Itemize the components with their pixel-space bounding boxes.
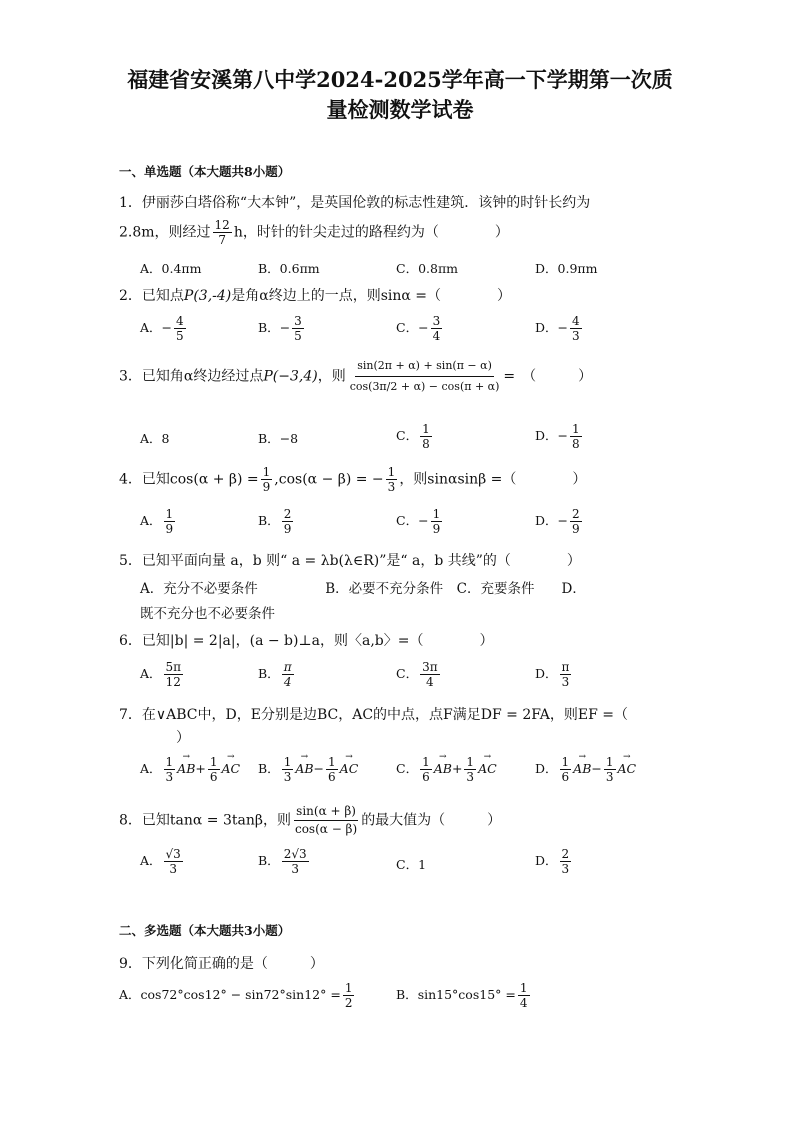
- q2-c-label: C．: [396, 320, 419, 335]
- q3-fraction: [348, 356, 502, 397]
- q3-post: = （ ）: [503, 368, 593, 385]
- q2-a-den: 5: [176, 329, 184, 343]
- q8-stem: [119, 803, 501, 838]
- q3-point: P(−3,4): [263, 368, 318, 385]
- q4-mid: ,cos(α − β) = −: [274, 471, 384, 488]
- q9-b-num: 1: [519, 981, 528, 995]
- q4-c-label: C．: [396, 513, 419, 528]
- q5-options-line2: 既不充分也不必要条件: [140, 606, 275, 622]
- q2-c-den: 4: [432, 329, 441, 343]
- q7-b-vec-ab: → AB: [295, 761, 313, 776]
- q4-option-d: [535, 507, 584, 536]
- q7-stem-line2: ）: [176, 730, 190, 746]
- q7-a-f2-num: 1: [209, 755, 218, 769]
- q6-a-num: 5π: [165, 660, 182, 674]
- q4-a-den: 9: [165, 522, 174, 536]
- q2-pre: 2．已知点: [119, 288, 184, 304]
- q3-stem: [119, 356, 592, 397]
- q7-b-f2: [326, 755, 338, 784]
- q7-option-d: [535, 755, 636, 784]
- q9-b-den: 4: [519, 996, 528, 1010]
- q4-b-label: B．: [258, 513, 280, 528]
- q9-stem: 9．下列化简正确的是（ ）: [119, 956, 324, 972]
- q3-frac-den: cos(3π/2 + α) − cos(π + α): [349, 380, 500, 393]
- q7-b-f1-num: 1: [283, 755, 292, 769]
- q6-c-label: C．: [396, 666, 419, 681]
- q2-a-frac: [174, 314, 186, 343]
- q2-option-d: [535, 314, 584, 343]
- q4-d-sign: −: [557, 513, 569, 528]
- q4-post: ，则sinαsinβ =（ ）: [399, 471, 587, 488]
- q6-b-frac: [282, 660, 294, 689]
- q6-option-a: [140, 660, 185, 689]
- q8-b-label: B．: [258, 853, 280, 868]
- exam-title-line1: 福建省安溪第八中学2024-2025学年高一下学期第一次质: [127, 67, 673, 92]
- q3-b-label: B．: [258, 431, 280, 446]
- q6-option-d: [535, 660, 573, 689]
- q7-b-f2-num: 1: [328, 755, 336, 769]
- q7-c-f2-den: 3: [466, 770, 475, 784]
- q6-c-frac: [420, 660, 440, 689]
- q6-a-den: 12: [165, 675, 181, 689]
- q7-d-f1-num: 1: [561, 755, 570, 769]
- q7-d-f2: [604, 755, 616, 784]
- q4-d-frac: [570, 507, 582, 536]
- q9-b-text: sin15°cos15° =: [417, 987, 516, 1002]
- q9-b-frac: [518, 981, 530, 1010]
- q6-option-c: [396, 660, 442, 689]
- q3-a-text: 8: [161, 431, 170, 446]
- q7-c-f1: [420, 755, 432, 784]
- q1-pre: 2.8m，则经过: [119, 224, 211, 241]
- q2-option-b: [258, 314, 306, 343]
- q4-a-num: 1: [165, 507, 174, 521]
- q1-option-d: D．0.9πm: [535, 261, 598, 276]
- q3-d-num: 1: [572, 422, 580, 436]
- q3-c-frac: [420, 422, 432, 451]
- q8-b-num: 2√3: [283, 847, 307, 861]
- q3-option-a: [140, 429, 169, 447]
- q7-b-label: B．: [258, 761, 280, 776]
- q8-option-b: [258, 847, 311, 876]
- q2-c-frac: [431, 314, 443, 343]
- q6-d-label: D．: [535, 666, 558, 681]
- q7-d-label: D．: [535, 761, 558, 776]
- q3-option-d: [535, 422, 584, 451]
- q3-d-sign: −: [557, 428, 569, 443]
- q4-a-frac: [164, 507, 176, 536]
- q3-a-label: A．: [140, 431, 162, 446]
- q4-frac2: [386, 465, 398, 494]
- q7-c-f1-den: 6: [422, 770, 430, 784]
- q3-d-label: D．: [535, 428, 558, 443]
- q4-frac1: [261, 465, 273, 494]
- q9-a-frac: [343, 981, 355, 1010]
- q6-d-den: 3: [561, 675, 570, 689]
- q6-c-num: 3π: [422, 660, 438, 674]
- q8-d-label: D．: [535, 853, 558, 868]
- q5-options-line: A．充分不必要条件 B．必要不充分条件 C．充要条件 D．: [140, 581, 586, 597]
- q7-b-f2-den: 6: [328, 770, 336, 784]
- q1-option-a: A．0.4πm: [140, 261, 202, 276]
- q4-pre: 4．已知cos(α + β) =: [119, 471, 259, 488]
- q1-line2: [119, 218, 509, 247]
- q8-a-num: √3: [165, 847, 181, 861]
- q2-stem: [119, 285, 511, 305]
- q4-f1-den: 9: [262, 480, 271, 494]
- q1-option-b: B．0.6πm: [258, 261, 320, 276]
- q8-d-num: 2: [561, 847, 570, 861]
- q6-b-num: π: [283, 660, 292, 674]
- q8-d-den: 3: [561, 862, 570, 876]
- q6-a-label: A．: [140, 666, 162, 681]
- q4-option-a: [140, 507, 177, 536]
- q6-option-b: [258, 660, 296, 689]
- q7-c-f2-num: 1: [466, 755, 475, 769]
- q8-c-text: 1: [418, 857, 427, 872]
- q8-b-frac: [282, 847, 309, 876]
- q8-b-den: 3: [291, 862, 299, 876]
- q1-frac-den: 7: [218, 233, 226, 247]
- q2-c-num: 3: [432, 314, 441, 328]
- q8-option-c: [396, 855, 426, 873]
- q6-d-num: π: [561, 660, 570, 674]
- q8-a-label: A．: [140, 853, 162, 868]
- q7-c-label: C．: [396, 761, 419, 776]
- section-multi-choice: 二、多选题（本大题共3小题）: [119, 923, 291, 938]
- q7-d-f2-num: 1: [605, 755, 614, 769]
- q2-b-frac: [292, 314, 304, 343]
- q7-option-b: [258, 755, 358, 784]
- q7-a-f1-den: 3: [165, 770, 174, 784]
- q3-mid: ，则: [317, 368, 346, 385]
- q4-c-frac: [431, 507, 443, 536]
- q4-f2-den: 3: [387, 480, 396, 494]
- q7-b-vec-ac: → AC: [340, 761, 359, 776]
- q3-d-frac: [570, 422, 582, 451]
- q7-c-f2: [464, 755, 476, 784]
- exam-title-line2: 量检测数学试卷: [326, 97, 474, 122]
- q1-fraction: [213, 218, 232, 247]
- q9-a-label: A．: [119, 987, 141, 1002]
- q1-frac-num: 12: [214, 218, 230, 232]
- q1-line1: 1．伊丽莎白塔俗称“大本钟”，是英国伦敦的标志性建筑．该钟的时针长约为: [119, 195, 591, 211]
- q3-c-den: 8: [422, 437, 430, 451]
- q6-b-label: B．: [258, 666, 280, 681]
- q4-f1-num: 1: [262, 465, 271, 479]
- q7-d-op: −: [591, 761, 602, 776]
- q2-a-sign: −: [161, 320, 173, 335]
- q8-option-d: [535, 847, 573, 876]
- q7-stem: 7．在∨ABC中，D，E分别是边BC，AC的中点，点F满足DF = 2FA，则EF =（: [119, 707, 628, 723]
- q4-option-b: [258, 507, 295, 536]
- q8-c-label: C．: [396, 857, 419, 872]
- section-single-choice: 一、单选题（本大题共8小题）: [119, 164, 291, 179]
- q7-d-f1: [560, 755, 572, 784]
- q9-b-label: B．: [396, 987, 418, 1002]
- q7-a-op: +: [195, 761, 206, 776]
- q7-c-vec-ac: → AC: [478, 761, 497, 776]
- q7-option-c: [396, 755, 497, 784]
- q8-pre: 8．已知tanα = 3tanβ，则: [119, 812, 291, 829]
- q3-c-label: C．: [396, 428, 419, 443]
- q8-fraction: [293, 803, 359, 838]
- q8-a-frac: [164, 847, 183, 876]
- q2-d-label: D．: [535, 320, 558, 335]
- q1-post: h，时针的针尖走过的路程约为（ ）: [233, 224, 509, 241]
- q4-d-den: 9: [572, 522, 580, 536]
- q8-option-a: [140, 847, 185, 876]
- q2-post: 是角α终边上的一点，则sinα =（ ）: [231, 288, 512, 304]
- q5-stem: 5．已知平面向量 a，b 则“ a = λb(λ∈R)”是“ a，b 共线”的（ ）: [119, 553, 581, 569]
- q2-d-sign: −: [557, 320, 569, 335]
- q7-b-f1-den: 3: [283, 770, 292, 784]
- q4-f2-num: 1: [387, 465, 396, 479]
- q3-option-c: [396, 422, 434, 451]
- q8-d-frac: [560, 847, 572, 876]
- q7-b-f1: [282, 755, 294, 784]
- q7-d-f2-den: 3: [605, 770, 614, 784]
- q4-c-num: 1: [432, 507, 441, 521]
- q4-c-sign: −: [418, 513, 429, 528]
- q7-a-vec-ac: → AC: [222, 761, 241, 776]
- q2-a-label: A．: [140, 320, 162, 335]
- q2-option-c: [396, 314, 444, 343]
- q4-stem: [119, 465, 586, 494]
- q4-a-label: A．: [140, 513, 162, 528]
- q3-option-b: [258, 429, 298, 447]
- q7-a-f2: [208, 755, 220, 784]
- q4-d-label: D．: [535, 513, 558, 528]
- q2-b-num: 3: [294, 314, 302, 328]
- q2-d-frac: [570, 314, 582, 343]
- q7-c-op: +: [451, 761, 463, 776]
- q2-a-num: 4: [176, 314, 184, 328]
- q7-a-f1: [164, 755, 176, 784]
- q6-stem: 6．已知|b| = 2|a|，(a − b)⊥a，则〈a,b〉=（ ）: [119, 633, 494, 649]
- q4-b-num: 2: [283, 507, 292, 521]
- q2-b-label: B．: [258, 320, 280, 335]
- q2-d-num: 4: [572, 314, 580, 328]
- q2-point: P(3,-4): [183, 288, 232, 304]
- q3-d-den: 8: [572, 437, 580, 451]
- q3-pre: 3．已知角α终边经过点: [119, 368, 264, 385]
- q6-b-den: 4: [283, 675, 292, 689]
- q7-b-op: −: [313, 761, 325, 776]
- q8-a-den: 3: [169, 862, 177, 876]
- q6-c-den: 4: [426, 675, 434, 689]
- q2-b-sign: −: [279, 320, 291, 335]
- q8-frac-num: sin(α + β): [294, 803, 358, 821]
- q6-d-frac: [560, 660, 572, 689]
- q7-d-f1-den: 6: [561, 770, 570, 784]
- q7-d-vec-ab: → AB: [573, 761, 591, 776]
- q4-d-num: 2: [572, 507, 580, 521]
- q2-option-a: [140, 314, 188, 343]
- q7-a-label: A．: [140, 761, 162, 776]
- q4-option-c: [396, 507, 444, 536]
- q2-c-sign: −: [418, 320, 429, 335]
- q8-frac-den: cos(α − β): [294, 822, 358, 836]
- q3-b-text: −8: [279, 431, 299, 446]
- q2-b-den: 5: [294, 329, 302, 343]
- q7-a-f2-den: 6: [209, 770, 218, 784]
- q9-option-b: [396, 981, 532, 1010]
- q3-c-num: 1: [422, 422, 430, 436]
- q7-d-vec-ac: → AC: [618, 761, 637, 776]
- q7-a-vec-ab: → AB: [177, 761, 195, 776]
- q4-b-den: 9: [283, 522, 292, 536]
- q9-a-den: 2: [344, 996, 353, 1010]
- q1-option-c: C．0.8πm: [396, 261, 459, 276]
- q7-c-vec-ab: → AB: [434, 761, 452, 776]
- q7-a-f1-num: 1: [165, 755, 174, 769]
- q4-b-frac: [282, 507, 294, 536]
- q9-a-num: 1: [344, 981, 353, 995]
- q7-option-a: [140, 755, 240, 784]
- q7-c-f1-num: 1: [422, 755, 430, 769]
- q9-option-a: [119, 981, 356, 1010]
- q6-a-frac: [164, 660, 184, 689]
- q4-c-den: 9: [432, 522, 441, 536]
- q8-post: 的最大值为（ ）: [361, 812, 502, 829]
- q2-d-den: 3: [572, 329, 580, 343]
- q9-a-text: cos72°cos12° − sin72°sin12° =: [140, 987, 341, 1002]
- q3-frac-num: sin(2π + α) + sin(π − α): [355, 356, 494, 377]
